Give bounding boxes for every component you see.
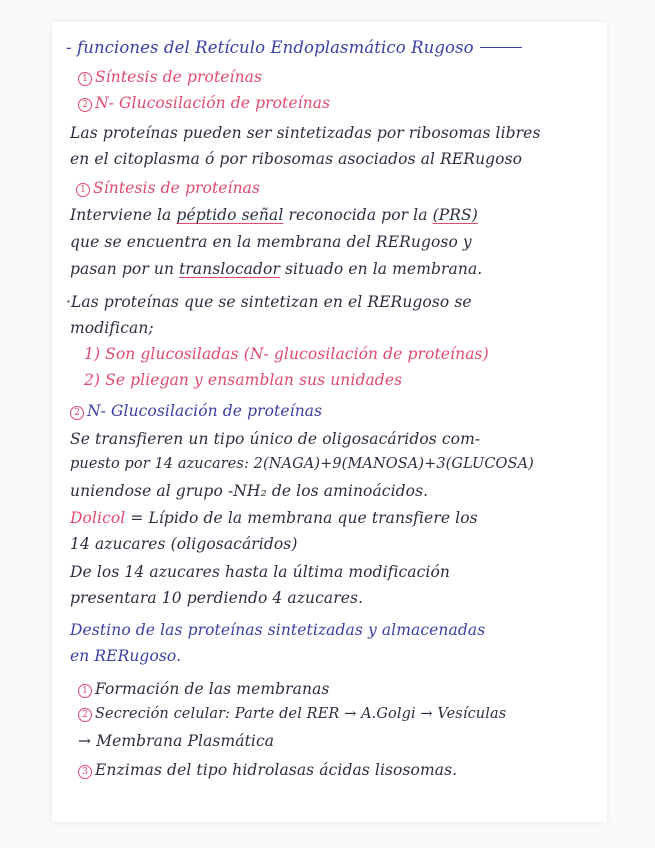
list-item-text: N- Glucosilación de proteínas bbox=[95, 94, 331, 112]
definition-term: Dolicol bbox=[70, 509, 126, 527]
number-badge: 1 bbox=[76, 183, 90, 197]
paragraph-line: uniendose al grupo -NH₂ de los aminoácidos. bbox=[70, 482, 429, 500]
list-item: → Membrana Plasmática bbox=[78, 732, 275, 750]
list-item bbox=[78, 94, 330, 112]
definition-line bbox=[70, 509, 478, 527]
underlined-term: (PRS) bbox=[432, 206, 478, 224]
paragraph-line: Las proteínas pueden ser sintetizadas por ribosomas libres bbox=[70, 124, 541, 142]
list-item: 2) Se pliegan y ensamblan sus unidades bbox=[84, 371, 403, 389]
paragraph-line: presentara 10 perdiendo 4 azucares. bbox=[70, 589, 364, 607]
number-badge: 2 bbox=[70, 406, 84, 420]
text-fragment: Interviene la bbox=[70, 206, 177, 224]
paragraph-line bbox=[70, 260, 482, 278]
number-badge: 1 bbox=[78, 72, 92, 86]
paragraph-line: ·Las proteínas que se sintetizan en el RERugoso se bbox=[66, 293, 472, 311]
paragraph-line: 14 azucares (oligosacáridos) bbox=[70, 535, 298, 553]
list-item: 1) Son glucosiladas (N- glucosilación de proteínas) bbox=[84, 345, 489, 363]
list-item bbox=[78, 761, 457, 779]
paragraph-line: De los 14 azucares hasta la última modificación bbox=[70, 563, 450, 581]
paragraph-line: Destino de las proteínas sintetizadas y almacenadas bbox=[70, 621, 486, 639]
section-heading-text: N- Glucosilación de proteínas bbox=[87, 402, 323, 420]
title-underline bbox=[480, 47, 522, 48]
text-fragment: pasan por un bbox=[70, 260, 180, 278]
number-badge: 2 bbox=[78, 98, 92, 112]
notes-title bbox=[66, 38, 522, 57]
list-item-text: Formación de las membranas bbox=[95, 680, 330, 698]
text-fragment: situado en la membrana. bbox=[279, 260, 483, 278]
number-badge: 1 bbox=[78, 684, 92, 698]
paragraph-line: modifican; bbox=[70, 319, 154, 337]
paragraph-line: que se encuentra en la membrana del RERugoso y bbox=[70, 233, 472, 251]
paragraph-line bbox=[70, 206, 478, 224]
notes-title-text: - funciones del Retículo Endoplasmático Rugoso bbox=[66, 38, 474, 57]
list-item-text: Enzimas del tipo hidrolasas ácidas lisosomas. bbox=[95, 761, 458, 779]
underlined-term: translocador bbox=[179, 260, 280, 278]
section-heading-nglucosilacion bbox=[70, 402, 322, 420]
list-item-text: Secreción celular: Parte del RER → A.Golgi → Vesículas bbox=[95, 706, 507, 722]
list-item bbox=[78, 68, 262, 86]
number-badge: 3 bbox=[78, 765, 92, 779]
section-heading-sintesis bbox=[76, 179, 260, 197]
handwritten-notes bbox=[52, 22, 607, 822]
paragraph-line: Se transfieren un tipo único de oligosacáridos com- bbox=[70, 430, 481, 448]
underlined-term: péptido señal bbox=[176, 206, 284, 224]
paragraph-line: en RERugoso. bbox=[70, 647, 182, 665]
list-item bbox=[78, 680, 330, 698]
definition-text: = Lípido de la membrana que transfiere los bbox=[125, 509, 478, 527]
section-heading-text: Síntesis de proteínas bbox=[93, 179, 261, 197]
paragraph-line: en el citoplasma ó por ribosomas asociados al RERugoso bbox=[70, 150, 523, 168]
paragraph-line: puesto por 14 azucares: 2(NAGA)+9(MANOSA)+3(GLUCOSA) bbox=[70, 456, 534, 472]
number-badge: 2 bbox=[78, 708, 92, 722]
list-item-text: Síntesis de proteínas bbox=[95, 68, 263, 86]
text-fragment: reconocida por la bbox=[283, 206, 433, 224]
list-item bbox=[78, 706, 506, 722]
